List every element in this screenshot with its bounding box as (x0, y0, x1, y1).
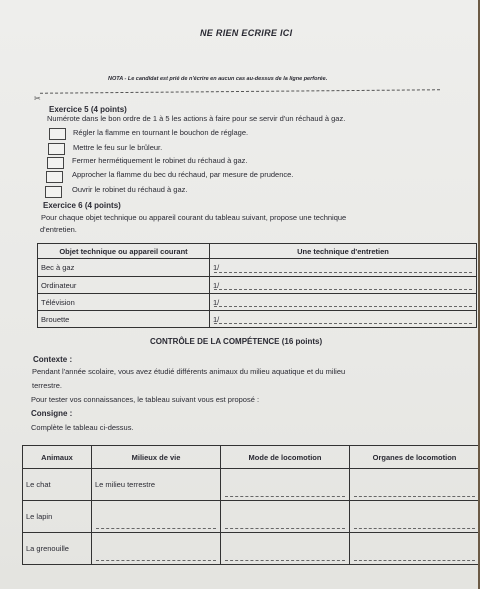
answer-dotted-line (225, 496, 345, 497)
maintenance-object-cell: Bec à gaz (38, 259, 210, 277)
animals-header-mode: Mode de locomotion (221, 446, 350, 469)
maintenance-row (38, 311, 477, 328)
mode-answer-cell[interactable] (221, 501, 350, 533)
maintenance-answer-cell[interactable] (210, 259, 477, 277)
answer-dotted-line (214, 323, 472, 324)
organes-answer-cell[interactable] (350, 501, 479, 533)
answer-dotted-line (225, 560, 345, 561)
consigne-text: Complète le tableau ci-dessus. (31, 423, 134, 432)
answer-dotted-line (96, 560, 216, 561)
animals-header-milieu: Milieux de vie (92, 446, 221, 469)
order-box-3[interactable] (47, 157, 64, 169)
action-item-4: Approcher la flamme du bec du réchaud, par mesure de prudence. (72, 170, 294, 179)
milieu-cell[interactable] (92, 469, 221, 501)
contexte-line-1: Pendant l'année scolaire, vous avez étudié différents animaux du milieu aquatique et du milieu (32, 367, 346, 376)
mode-answer-cell[interactable] (221, 469, 350, 501)
animals-table (22, 445, 478, 565)
action-item-2: Mettre le feu sur le brûleur. (73, 143, 163, 152)
milieu-value: Le milieu terrestre (95, 480, 156, 489)
consigne-label: Consigne : (31, 409, 73, 418)
answer-dotted-line (354, 560, 475, 561)
maintenance-row (38, 294, 477, 311)
answer-dotted-line (225, 528, 345, 529)
exercise-5-instruction: Numérote dans le bon ordre de 1 à 5 les actions à faire pour se servir d'un réchaud à gaz. (47, 114, 346, 123)
milieu-cell[interactable] (92, 501, 221, 533)
maintenance-object-cell: Télévision (38, 294, 210, 311)
organes-answer-cell[interactable] (350, 469, 479, 501)
maintenance-answer-cell[interactable] (210, 277, 477, 294)
exercise-6-instruction-line1: Pour chaque objet technique ou appareil courant du tableau suivant, propose une technique (41, 213, 347, 222)
maintenance-answer-cell[interactable] (210, 311, 477, 328)
maintenance-header-object: Objet technique ou appareil courant (38, 244, 210, 259)
exercise-6-instruction-line2: d'entretien. (40, 225, 77, 234)
exercise-5-title: Exercice 5 (4 points) (49, 105, 127, 114)
order-box-5[interactable] (45, 186, 62, 198)
animals-header-organes: Organes de locomotion (350, 446, 479, 469)
order-box-1[interactable] (49, 128, 66, 140)
milieu-cell[interactable] (92, 533, 221, 565)
action-item-1: Régler la flamme en tournant le bouchon de réglage. (73, 128, 249, 137)
order-box-4[interactable] (46, 171, 63, 183)
answer-prefix: 1/ (213, 263, 220, 272)
maintenance-object-cell: Ordinateur (38, 277, 210, 294)
animals-row (23, 533, 479, 565)
answer-dotted-line (214, 289, 472, 290)
action-item-3: Fermer hermétiquement le robinet du réchaud à gaz. (72, 156, 248, 165)
maintenance-header-technique: Une technique d'entretien (210, 244, 477, 259)
animal-name-cell: Le chat (23, 469, 92, 501)
maintenance-row (38, 259, 477, 277)
answer-prefix: 1/ (213, 314, 220, 324)
answer-dotted-line (96, 528, 216, 529)
answer-dotted-line (354, 528, 475, 529)
competence-title: CONTRÔLE DE LA COMPÉTENCE (16 points) (150, 337, 323, 346)
answer-dotted-line (354, 496, 475, 497)
animals-row (23, 469, 479, 501)
answer-prefix: 1/ (213, 297, 220, 307)
answer-prefix: 1/ (213, 280, 220, 290)
maintenance-object-cell: Brouette (38, 311, 210, 328)
animals-row (23, 501, 479, 533)
perforated-line (40, 89, 440, 93)
order-box-2[interactable] (48, 143, 65, 155)
test-line: Pour tester vos connaissances, le tableau suivant vous est proposé : (31, 395, 260, 404)
maintenance-table (37, 243, 477, 328)
header-title: NE RIEN ECRIRE ICI (200, 28, 293, 38)
nota-text: NOTA - Le candidat est prié de n'écrire en aucun cas au-dessus de la ligne perforée. (108, 76, 328, 82)
action-item-5: Ouvrir le robinet du réchaud à gaz. (72, 185, 188, 194)
animals-header-animal: Animaux (23, 446, 92, 469)
answer-dotted-line (214, 306, 472, 307)
mode-answer-cell[interactable] (221, 533, 350, 565)
maintenance-row (38, 277, 477, 294)
answer-dotted-line (214, 272, 472, 273)
organes-answer-cell[interactable] (350, 533, 479, 565)
contexte-line-2: terrestre. (32, 381, 63, 390)
exercise-6-title: Exercice 6 (4 points) (43, 201, 121, 210)
scissors-icon: ✂ (34, 94, 41, 103)
maintenance-answer-cell[interactable] (210, 294, 477, 311)
contexte-label: Contexte : (33, 355, 73, 364)
animal-name-cell: La grenouille (23, 533, 92, 565)
animal-name-cell: Le lapin (23, 501, 92, 533)
